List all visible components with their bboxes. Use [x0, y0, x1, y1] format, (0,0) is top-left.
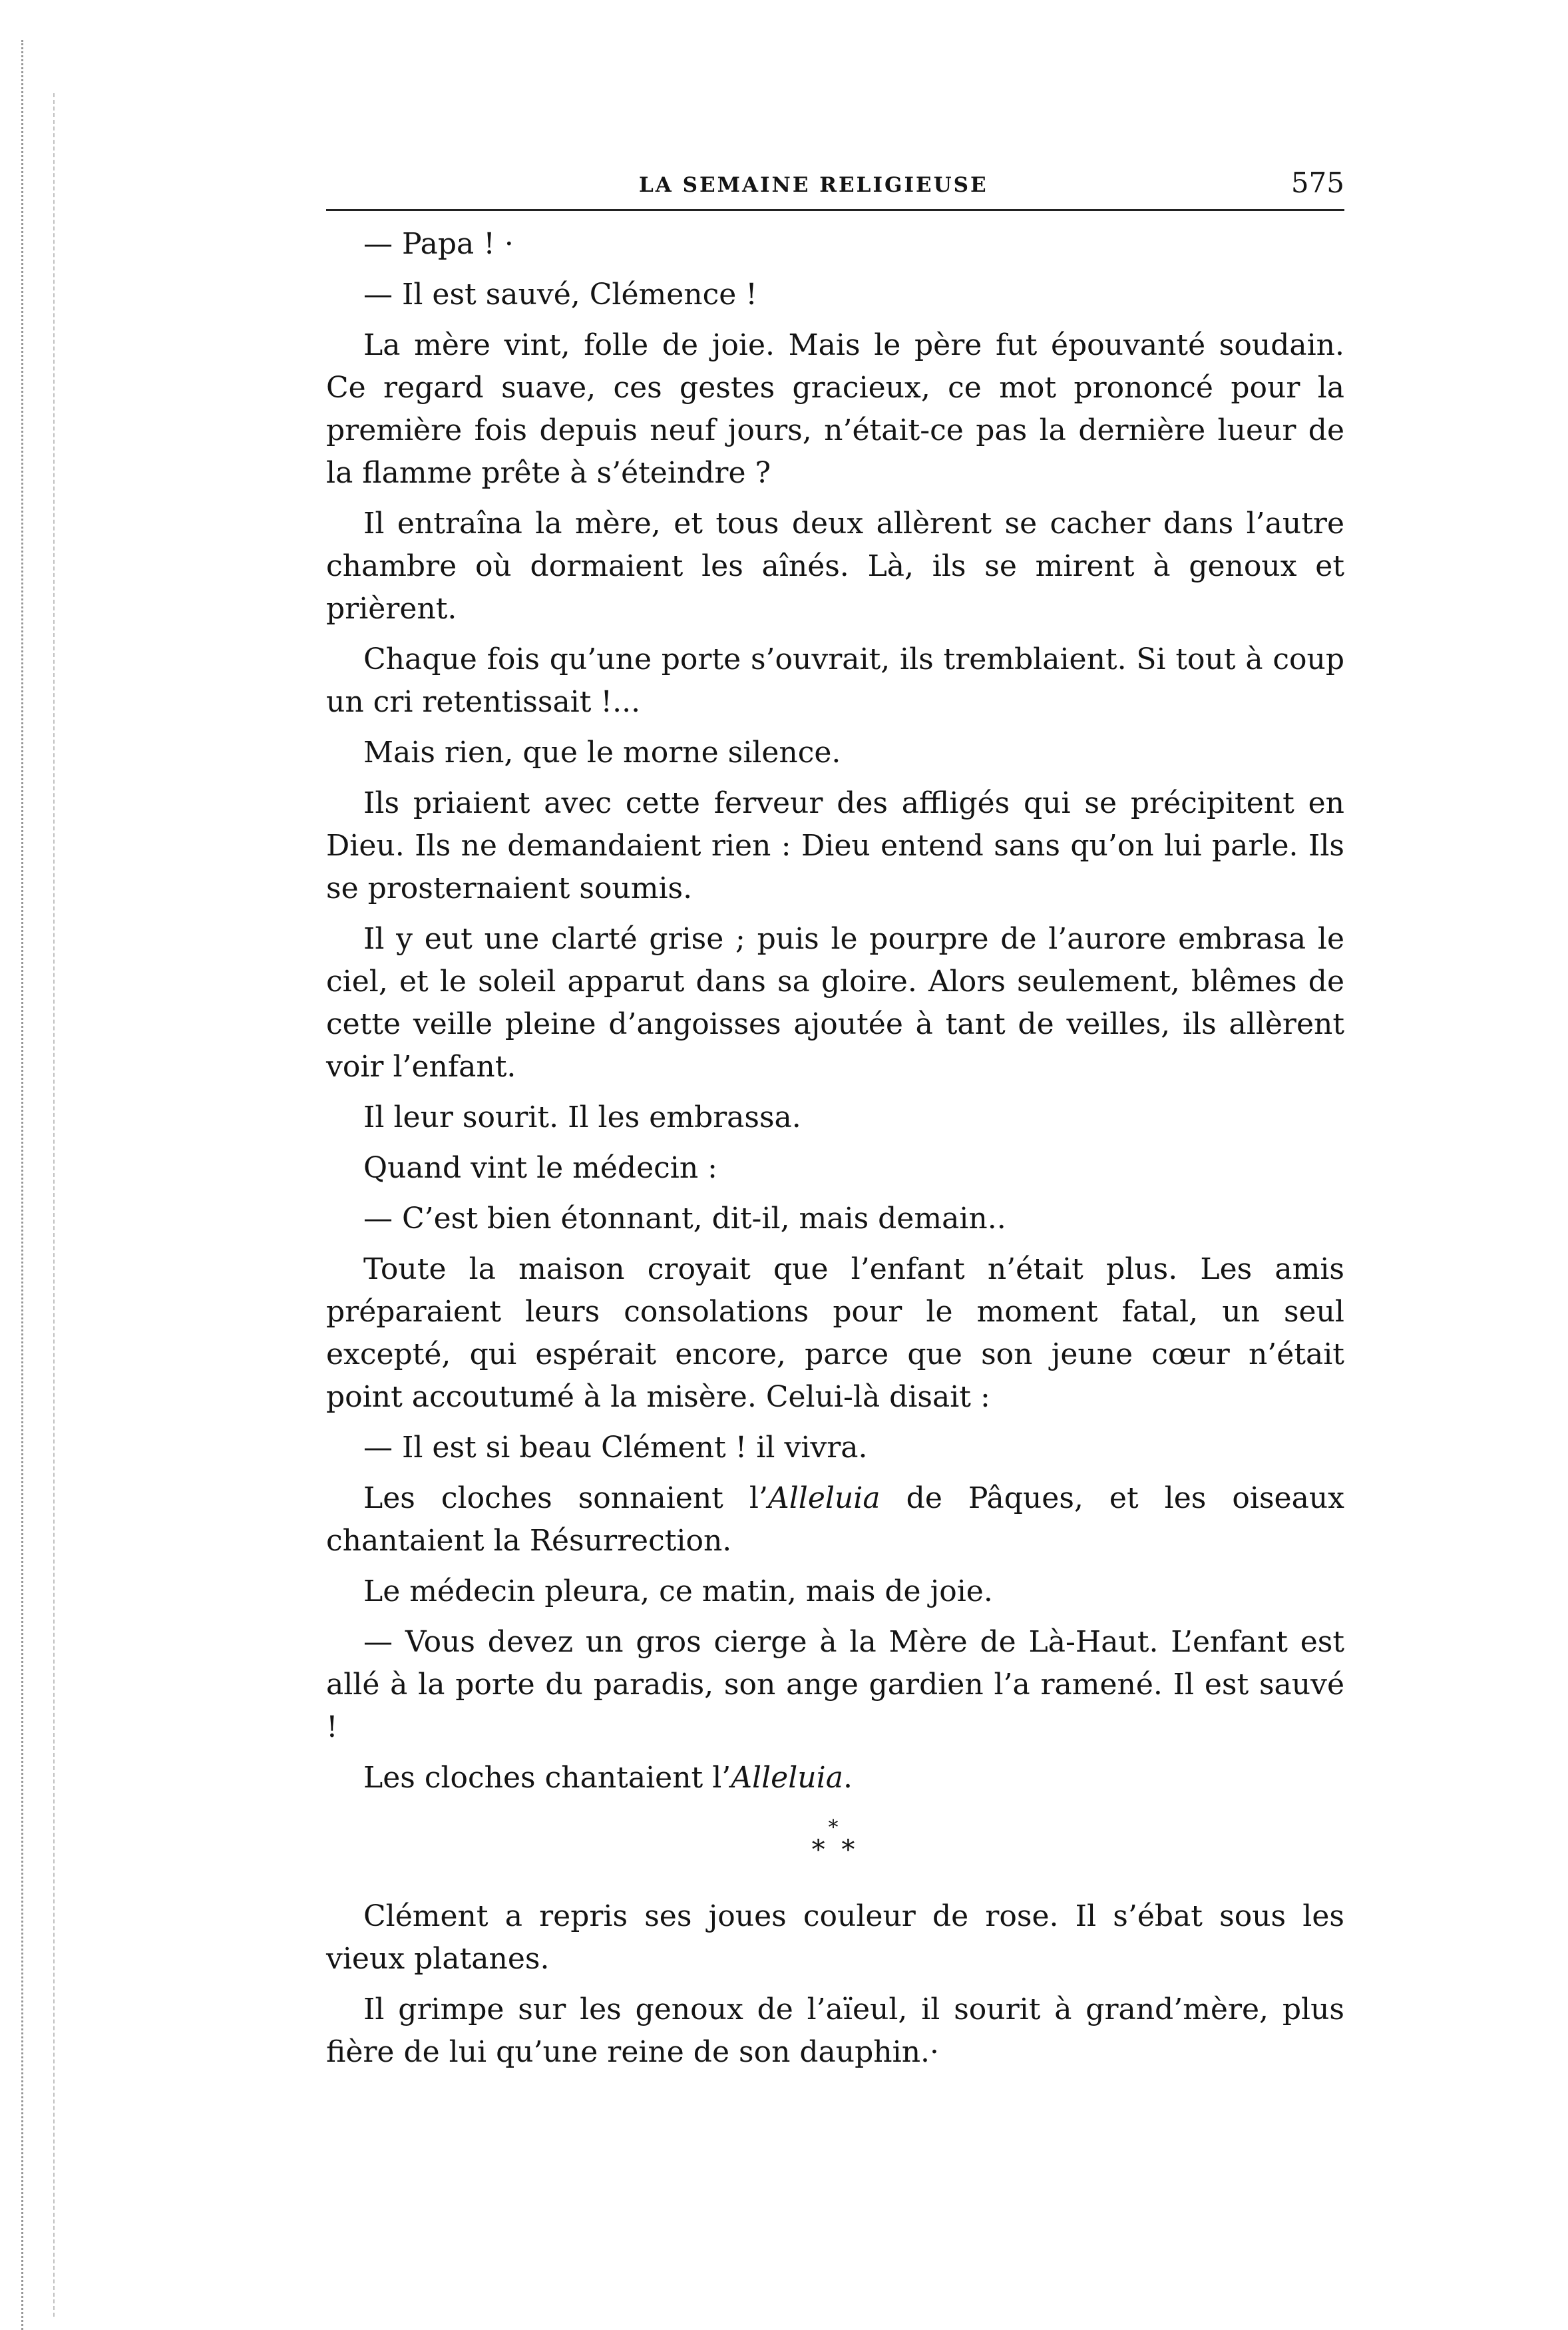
- header-rule: [326, 209, 1344, 211]
- text-run: Les cloches sonnaient l’: [363, 1481, 768, 1515]
- text-run: .: [843, 1761, 853, 1795]
- text-run: de Pâques, et les oiseaux chantaient la Résurrection.: [326, 1481, 1344, 1558]
- paragraph: — C’est bien étonnant, dit-il, mais demain..: [363, 1202, 1006, 1236]
- paragraph: Quand vint le médecin :: [363, 1151, 717, 1185]
- paragraph: Il grimpe sur les genoux de l’aïeul, il sourit à grand’mère, plus fière de lui qu’une reine de son dauphin.·: [326, 1992, 1344, 2069]
- scan-margin-line-inner: [53, 93, 57, 2317]
- paragraph-alleluia: [326, 1477, 1344, 1562]
- paragraph: Il leur sourit. Il les embrassa.: [363, 1100, 801, 1134]
- text-run: Les cloches chantaient l’: [363, 1761, 731, 1795]
- paragraph: — Vous devez un gros cierge à la Mère de Là-Haut. L’enfant est allé à la porte du paradis, son ange gardien l’a ramené. Il est sauvé !: [326, 1625, 1344, 1744]
- asterism-ornament: [326, 1816, 1344, 1865]
- paragraph: Le médecin pleura, ce matin, mais de joie.: [363, 1574, 993, 1608]
- paragraph: — Papa ! ·: [363, 227, 514, 261]
- paragraph: — Il est si beau Clément ! il vivra.: [363, 1431, 868, 1465]
- running-head: [326, 160, 1344, 206]
- italic-word: Alleluia: [731, 1761, 843, 1795]
- paragraph: Chaque fois qu’une porte s’ouvrait, ils tremblaient. Si tout à coup un cri retentissait !...: [326, 642, 1344, 719]
- paragraph: Toute la maison croyait que l’enfant n’était plus. Les amis préparaient leurs consolations pour le moment fatal, un seul excepté, qui espérait encore, parce que son jeune cœur n’était point accoutumé à la misère. Celui-là disait :: [326, 1252, 1344, 1414]
- paragraph: — Il est sauvé, Clémence !: [363, 278, 757, 312]
- ornament-bottom: * *: [811, 1835, 859, 1865]
- paragraph: Il entraîna la mère, et tous deux allèrent se cacher dans l’autre chambre où dormaient les aînés. Là, ils se mirent à genoux et prièrent.: [326, 507, 1344, 626]
- paragraph: Mais rien, que le morne silence.: [363, 736, 841, 770]
- italic-word: Alleluia: [767, 1481, 881, 1515]
- paragraph-bells: [326, 1757, 1344, 1799]
- paragraph: La mère vint, folle de joie. Mais le père fut épouvanté soudain. Ce regard suave, ces gestes gracieux, ce mot prononcé pour la première fois depuis neuf jours, n’était-ce pas la dernière lueur de la flamme prête à s’éteindre ?: [326, 328, 1344, 490]
- scan-margin-line: [21, 40, 26, 2330]
- page-number: 575: [1290, 166, 1344, 199]
- paragraph: Il y eut une clarté grise ; puis le pourpre de l’aurore embrasa le ciel, et le soleil apparut dans sa gloire. Alors seulement, blêmes de cette veille pleine d’angoisses ajoutée à tant de veilles, ils allèrent voir l’enfant.: [326, 922, 1344, 1084]
- ornament-top: *: [828, 1816, 843, 1839]
- paragraph: Ils priaient avec cette ferveur des affligés qui se précipitent en Dieu. Ils ne demandaient rien : Dieu entend sans qu’on lui parle. Ils se prosternaient soumis.: [326, 786, 1344, 905]
- running-title: LA SEMAINE RELIGIEUSE: [639, 173, 988, 197]
- paragraph: Clément a repris ses joues couleur de rose. Il s’ébat sous les vieux platanes.: [326, 1899, 1344, 1976]
- page: [326, 160, 1344, 2082]
- body-text: [326, 223, 1344, 2074]
